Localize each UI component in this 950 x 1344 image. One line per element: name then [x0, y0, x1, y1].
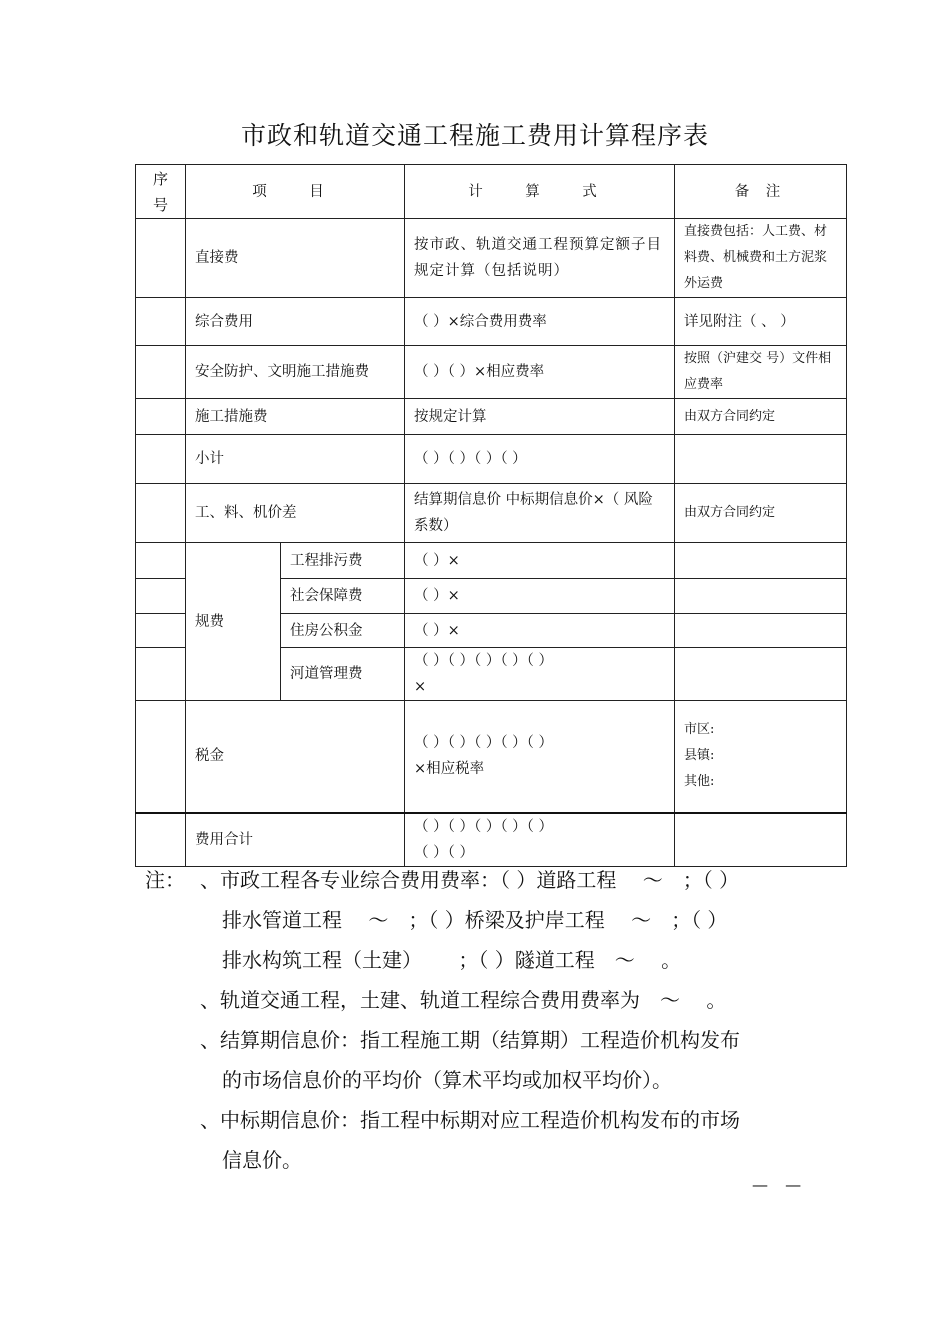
formula-line: ×相应税率: [414, 761, 485, 778]
seq-cell: [136, 219, 186, 298]
remark-line: 县镇:: [684, 748, 715, 764]
table-row: [136, 813, 847, 867]
formula-cell: 结算期信息价 中标期信息价×（ 风险系数）: [405, 484, 675, 543]
remark-cell: 由双方合同约定: [675, 484, 847, 543]
item-cell: 安全防护、文明施工措施费: [186, 346, 405, 399]
header-formula: 计 算 式: [405, 165, 675, 219]
item-cell: 工程排污费: [281, 543, 405, 579]
table-row: [136, 543, 847, 579]
formula-cell: （ ）×: [405, 579, 675, 614]
table-row: [136, 298, 847, 346]
formula-line: ×: [414, 679, 427, 695]
remark-cell: 由双方合同约定: [675, 399, 847, 435]
remark-cell: [675, 579, 847, 614]
formula-cell: （ ）×: [405, 614, 675, 648]
formula-cell: 按规定计算: [405, 399, 675, 435]
table-row: [136, 484, 847, 543]
note-line: 信息价。: [222, 1148, 302, 1172]
notes-label: 注：: [145, 868, 185, 892]
note-line: 排水管道工程 ～ ；（ ）桥梁及护岸工程 ～ ；（ ）: [222, 908, 728, 932]
item-cell: 小计: [186, 435, 405, 484]
note-line: 、市政工程各专业综合费用费率：（ ）道路工程 ～ ；（ ）: [200, 868, 740, 892]
remark-cell: 按照（沪建交 号）文件相应费率: [675, 346, 847, 399]
page-number-mark: — —: [752, 1175, 808, 1194]
table-row: [136, 219, 847, 298]
header-remark: 备 注: [675, 165, 847, 219]
formula-cell: [405, 701, 675, 813]
remark-cell: [675, 648, 847, 701]
seq-cell: [136, 614, 186, 648]
item-cell: 综合费用: [186, 298, 405, 346]
formula-cell: （ ）（ ）（ ）（ ）: [405, 435, 675, 484]
formula-line: （ ）（ ）: [414, 844, 474, 861]
formula-cell: [405, 813, 675, 867]
item-cell: 施工措施费: [186, 399, 405, 435]
remark-line: 市区:: [684, 722, 715, 738]
seq-cell: [136, 399, 186, 435]
table-header-row: [136, 165, 847, 219]
formula-cell: [405, 648, 675, 701]
formula-line: （ ）（ ）（ ）（ ）（ ）: [414, 653, 554, 669]
seq-cell: [136, 346, 186, 399]
seq-cell: [136, 435, 186, 484]
remark-cell: [675, 813, 847, 867]
formula-cell: （ ）（ ）×相应费率: [405, 346, 675, 399]
header-item: 项 目: [186, 165, 405, 219]
note-line: 排水构筑工程（土建） ；（ ）隧道工程 ～ 。: [222, 948, 682, 972]
item-cell: 住房公积金: [281, 614, 405, 648]
formula-cell: 按市政、轨道交通工程预算定额子目规定计算（包括说明）: [405, 219, 675, 298]
seq-cell: [136, 813, 186, 867]
note-line: 、中标期信息价：指工程中标期对应工程造价机构发布的市场: [200, 1108, 740, 1132]
table-row: [136, 701, 847, 813]
note-line: 的市场信息价的平均价（算术平均或加权平均价）。: [222, 1068, 672, 1092]
remark-cell: 直接费包括：人工费、材料费、机械费和土方泥浆外运费: [675, 219, 847, 298]
formula-cell: （ ）×: [405, 543, 675, 579]
table-row: [136, 435, 847, 484]
item-cell: 社会保障费: [281, 579, 405, 614]
header-seq: 序 号: [136, 165, 186, 219]
remark-cell: [675, 614, 847, 648]
seq-cell: [136, 579, 186, 614]
remark-cell: 详见附注（ 、 ）: [675, 298, 847, 346]
seq-cell: [136, 648, 186, 701]
item-cell: 工、料、机价差: [186, 484, 405, 543]
remark-cell: [675, 435, 847, 484]
page-title: 市政和轨道交通工程施工费用计算程序表: [240, 121, 709, 150]
note-line: 、结算期信息价：指工程施工期（结算期）工程造价机构发布: [200, 1028, 740, 1052]
remark-line: 其他:: [684, 774, 715, 790]
item-cell: 河道管理费: [281, 648, 405, 701]
formula-line: （ ）（ ）（ ）（ ）（ ）: [414, 735, 554, 752]
seq-cell: [136, 701, 186, 813]
seq-cell: [136, 484, 186, 543]
table-row: [136, 346, 847, 399]
seq-cell: [136, 543, 186, 579]
item-cell: 直接费: [186, 219, 405, 298]
fee-calculation-table: [135, 164, 847, 867]
fees-group-cell: 规费: [186, 543, 281, 701]
table-row: [136, 399, 847, 435]
note-line: 、轨道交通工程，土建、轨道工程综合费用费率为 ～ 。: [200, 988, 727, 1012]
formula-cell: （ ）×综合费用费率: [405, 298, 675, 346]
seq-cell: [136, 298, 186, 346]
item-cell: 费用合计: [186, 813, 405, 867]
item-cell: 税金: [186, 701, 405, 813]
remark-cell: [675, 701, 847, 813]
formula-line: （ ）（ ）（ ）（ ）（ ）: [414, 818, 554, 835]
remark-cell: [675, 543, 847, 579]
